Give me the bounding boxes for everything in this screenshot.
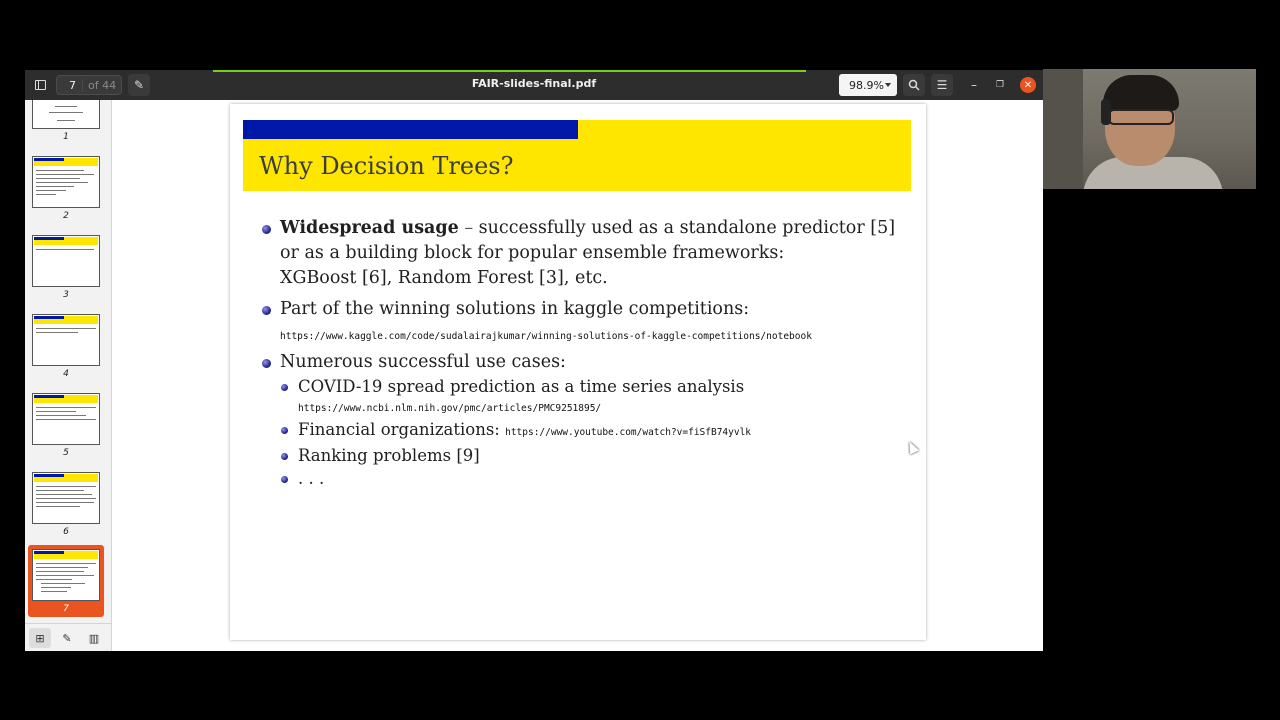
page-total-label: of 44 [88,78,117,92]
page-entry[interactable] [56,75,122,95]
sub-bullet-text: Financial organizations: [298,420,506,439]
sub-bullet-text: . . . [298,469,325,488]
page-number-input[interactable]: 7 [57,79,83,92]
grid-icon: ⊞ [35,631,45,645]
thumbnail-page-7-selected[interactable] [28,545,104,617]
thumbnail-image [32,314,100,366]
youtube-link[interactable]: https://www.youtube.com/watch?v=fiSfB74yvlk [505,427,752,438]
bullet-text: Numerous successful use cases: [280,352,566,372]
thumbnail-image [32,100,100,129]
hamburger-icon: ☰ [936,78,948,92]
bullet-item-use-cases [260,350,910,375]
bullet-text: successfully used as a standalone predictor [5] [478,218,896,238]
sub-bullet-ellipsis [280,468,910,490]
bullet-text: Part of the winning solutions in kaggle competitions: [280,299,750,319]
slide-title: Why Decision Trees? [259,152,514,180]
pdf-page [230,104,926,640]
minimize-icon: – [971,78,977,92]
thumbnail-label: 2 [63,211,69,221]
bullet-item-kaggle [260,297,910,346]
thumbnail-image [32,156,100,208]
bullet-icon [281,453,288,460]
close-icon: ✕ [1023,79,1033,91]
search-icon [908,79,920,91]
zoom-value: 98.9% [849,78,884,92]
bullet-icon [262,359,271,368]
slide-header-accent [243,120,578,139]
thumbnail-image [32,235,100,287]
dash-separator: – [458,218,479,238]
close-button[interactable] [1020,77,1036,93]
loading-progress-bar [213,70,806,72]
thumbnail-sidebar [25,100,112,651]
zoom-selector[interactable] [839,74,897,96]
thumbnail-image [32,393,100,445]
thumbnail-label: 3 [63,290,69,300]
webcam-video-feed [1043,69,1256,189]
bullet-item-widespread-usage [260,216,910,291]
thumbnail-label: 4 [63,369,69,379]
annotations-view-button[interactable] [56,628,78,648]
maximize-button[interactable] [989,74,1011,96]
sub-bullet-covid [280,376,910,418]
restore-icon: ❐ [995,80,1005,90]
bullet-icon [262,225,271,234]
thumbnail-page-5[interactable] [28,389,104,461]
book-icon: ▥ [88,631,100,645]
bullet-icon [281,384,288,391]
bullet-icon [281,427,288,434]
thumbnails-view-button[interactable] [29,628,51,648]
thumbnail-label: 7 [63,604,69,614]
document-title: FAIR-slides-final.pdf [471,77,597,90]
thumbnail-page-1[interactable] [28,100,104,145]
sidebar-footer [25,623,111,651]
menu-button[interactable] [931,74,953,96]
thumbnail-label: 1 [63,132,69,142]
bullet-heading: Widespread usage [280,218,459,238]
sub-bullet-text: Ranking problems [9] [298,446,480,465]
minimize-button[interactable] [963,74,985,96]
document-view[interactable] [113,100,1043,651]
sub-bullet-financial [280,419,910,444]
outline-view-button[interactable] [83,628,105,648]
sidebar-toggle-button[interactable] [29,74,51,96]
sidebar-icon [35,80,46,90]
bullet-text: or as a building block for popular ensemble frameworks: [280,243,785,263]
annotate-button[interactable] [128,74,150,96]
kaggle-link[interactable]: https://www.kaggle.com/code/sudalairajkumar/winning-solutions-of-kaggle-competitions/notebook [280,331,812,342]
thumbnail-page-6[interactable] [28,468,104,540]
bullet-icon [262,306,271,315]
sub-bullet-text: COVID-19 spread prediction as a time series analysis [298,377,745,396]
chevron-down-icon [885,83,891,87]
slide-header [243,120,911,191]
thumbnail-page-2[interactable] [28,152,104,224]
thumbnail-page-3[interactable] [28,231,104,303]
thumbnail-label: 6 [63,527,69,537]
bullet-icon [281,476,288,483]
pen-icon: ✎ [133,78,145,92]
ncbi-link[interactable]: https://www.ncbi.nlm.nih.gov/pmc/articles/PMC9251895/ [298,403,602,414]
thumbnail-image [32,549,100,601]
thumbnail-label: 5 [63,448,69,458]
bullet-text: XGBoost [6], Random Forest [3], etc. [280,268,608,288]
thumbnail-page-4[interactable] [28,310,104,382]
slide-body [260,216,910,490]
thumbnail-image [32,472,100,524]
search-button[interactable] [903,74,925,96]
pdf-viewer-window [25,70,1043,651]
sub-bullet-ranking [280,445,910,467]
header-bar [25,70,1043,100]
edit-icon: ✎ [62,631,72,645]
